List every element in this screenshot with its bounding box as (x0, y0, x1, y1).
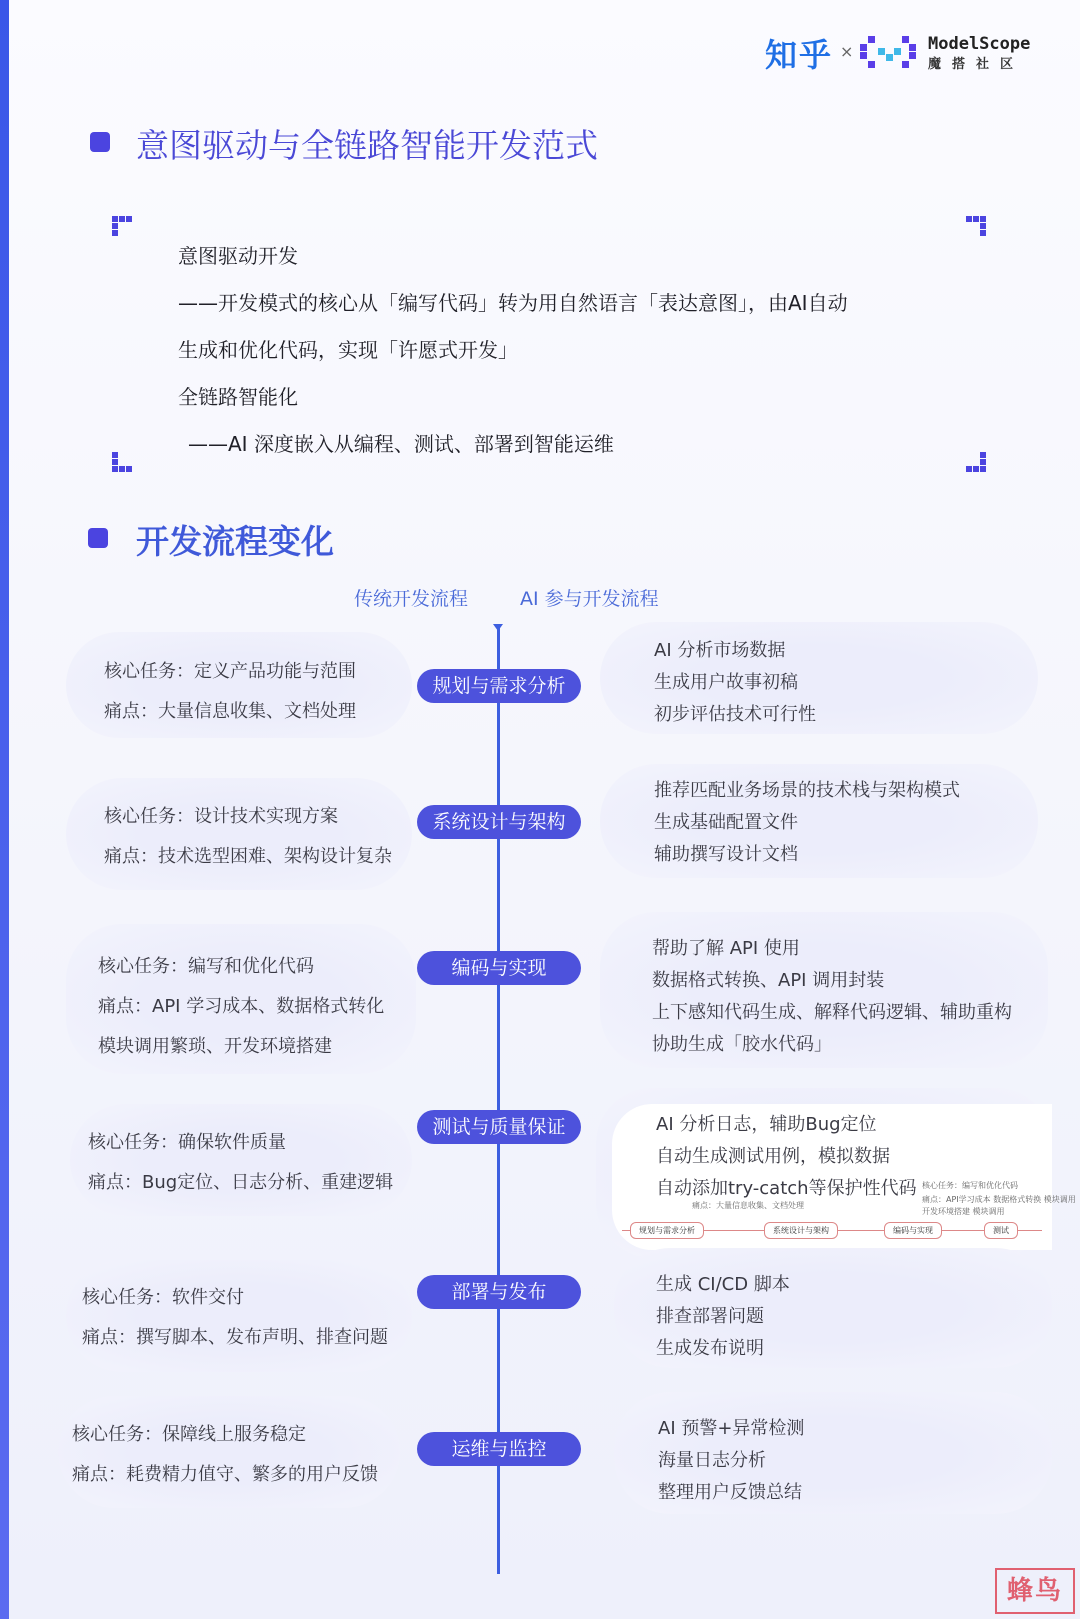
stage-pill: 测试与质量保证 (417, 1110, 581, 1144)
ai-line: AI 分析日志，辅助Bug定位 (656, 1114, 877, 1135)
ai-line: 推荐匹配业务场景的技术栈与架构模式 (654, 780, 960, 801)
traditional-line: 痛点：耗费精力值守、繁多的用户反馈 (72, 1464, 378, 1485)
traditional-card (70, 1104, 412, 1216)
stage-pill: 系统设计与架构 (417, 805, 581, 839)
traditional-line: 痛点：Bug定位、日志分析、重建逻辑 (88, 1172, 394, 1193)
mini-node: 系统设计与架构 (764, 1222, 838, 1239)
ai-line: 生成用户故事初稿 (654, 672, 798, 693)
ai-line: 自动生成测试用例，模拟数据 (656, 1146, 890, 1167)
ai-column-header: AI 参与开发流程 (520, 588, 659, 610)
traditional-line: 核心任务：定义产品功能与范围 (104, 661, 356, 682)
mini-note: 开发环境搭建 模块调用 (922, 1207, 1005, 1216)
corner-bottom-left (112, 452, 138, 478)
traditional-line: 模块调用繁琐、开发环境搭建 (98, 1036, 332, 1057)
ai-line: AI 预警+异常检测 (658, 1418, 805, 1439)
traditional-line: 核心任务：保障线上服务稳定 (72, 1424, 306, 1445)
traditional-line: 痛点：撰写脚本、发布声明、排查问题 (82, 1327, 388, 1348)
mini-note: 痛点：大量信息收集、文档处理 (692, 1201, 804, 1210)
ai-line: 生成基础配置文件 (654, 812, 798, 833)
traditional-line: 痛点：API 学习成本、数据格式转化 (98, 996, 385, 1017)
traditional-line: 核心任务：编写和优化代码 (98, 956, 314, 977)
traditional-line: 核心任务：设计技术实现方案 (104, 806, 338, 827)
modelscope-name: ModelScope (928, 34, 1031, 54)
mini-node: 规划与需求分析 (630, 1222, 704, 1239)
ai-line: 整理用户反馈总结 (658, 1482, 802, 1503)
ai-line: 生成 CI/CD 脚本 (656, 1274, 790, 1295)
modelscope-cn-name: 魔搭社区 (928, 57, 1025, 72)
ai-line: 初步评估技术可行性 (654, 704, 816, 725)
mini-node: 编码与实现 (884, 1222, 942, 1239)
ai-line: AI 分析市场数据 (654, 640, 786, 661)
mini-node: 测试 (984, 1222, 1018, 1239)
section2-bullet (88, 528, 108, 548)
traditional-card (66, 778, 412, 890)
mini-note: 痛点：API学习成本 数据格式转换 模块调用 (922, 1195, 1076, 1204)
ai-line: 数据格式转换、API 调用封装 (652, 970, 885, 991)
ai-line: 排查部署问题 (656, 1306, 764, 1327)
section1-bullet (90, 132, 110, 152)
intro-line: ——开发模式的核心从「编写代码」转为用自然语言「表达意图」，由AI自动 (178, 291, 848, 315)
corner-top-left (112, 216, 138, 242)
intro-line: 意图驱动开发 (178, 244, 298, 268)
traditional-card (58, 1396, 400, 1508)
stage-pill: 规划与需求分析 (417, 669, 581, 703)
traditional-line: 核心任务：软件交付 (82, 1287, 244, 1308)
section1-title: 意图驱动与全链路智能开发范式 (136, 126, 598, 165)
left-accent-bar (0, 0, 9, 1619)
traditional-column-header: 传统开发流程 (354, 588, 469, 610)
traditional-line: 痛点：技术选型困难、架构设计复杂 (104, 846, 392, 867)
ai-line: 协助生成「胶水代码」 (652, 1034, 832, 1055)
intro-line: ——AI 深度嵌入从编程、测试、部署到智能运维 (188, 432, 614, 456)
corner-top-right (966, 216, 992, 242)
ai-line: 自动添加try-catch等保护性代码 (656, 1178, 917, 1199)
stage-pill: 编码与实现 (417, 951, 581, 985)
mini-note: 核心任务：编写和优化代码 (922, 1181, 1018, 1190)
ai-line: 帮助了解 API 使用 (652, 938, 800, 959)
watermark-stamp: 蜂鸟 (995, 1568, 1075, 1614)
zhihu-logo: 知乎 (765, 36, 834, 74)
ai-line: 上下感知代码生成、解释代码逻辑、辅助重构 (652, 1002, 1012, 1023)
stage-pill: 运维与监控 (417, 1432, 581, 1466)
traditional-line: 核心任务：确保软件质量 (88, 1132, 286, 1153)
modelscope-icon (860, 36, 916, 70)
traditional-card (66, 1260, 412, 1372)
section2-title: 开发流程变化 (136, 522, 334, 561)
ai-line: 辅助撰写设计文档 (654, 844, 798, 865)
ai-line: 海量日志分析 (658, 1450, 766, 1471)
intro-line: 全链路智能化 (178, 385, 298, 409)
ai-line: 生成发布说明 (656, 1338, 764, 1359)
intro-line: 生成和优化代码，实现「许愿式开发」 (178, 338, 518, 362)
logo-cross: × (840, 42, 854, 61)
corner-bottom-right (966, 452, 992, 478)
traditional-line: 痛点：大量信息收集、文档处理 (104, 701, 356, 722)
stage-pill: 部署与发布 (417, 1275, 581, 1309)
